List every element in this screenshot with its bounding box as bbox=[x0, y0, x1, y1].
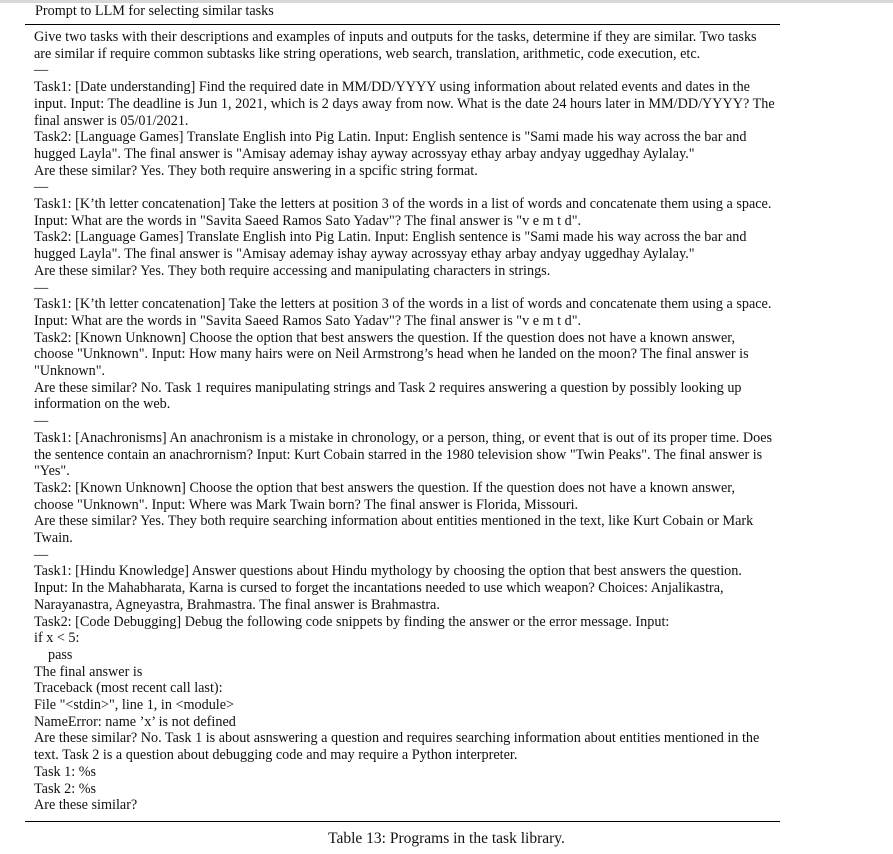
example-1 bbox=[34, 79, 776, 179]
task2-text: Task2: [Code Debugging] Debug the following code snippets by finding the answer or the error message. Input: bbox=[34, 613, 670, 630]
table-header: Prompt to LLM for selecting similar tasks bbox=[25, 3, 780, 25]
traceback-line: NameError: name ’x’ is not defined bbox=[34, 713, 236, 730]
example-4 bbox=[34, 430, 776, 547]
final-answer-label: The final answer is bbox=[34, 663, 143, 680]
example-3 bbox=[34, 296, 776, 413]
code-line: if x < 5: bbox=[34, 630, 80, 647]
table-bottom-rule bbox=[25, 821, 780, 822]
separator: — bbox=[34, 179, 49, 196]
template-task2: Task 2: %s bbox=[34, 780, 97, 797]
similarity-answer: Are these similar? No. Task 1 is about asnswering a question and requires searching information about entities mentioned in the text. Task 2 is a question about debugging code and may require a Python interpreter. bbox=[34, 730, 760, 764]
code-line-indented: pass bbox=[48, 646, 73, 663]
task2-text: Task2: [Known Unknown] Choose the option that best answers the question. If the question does not have a known answer, choose "Unknown". Input: How many hairs were on Neil Armstrong’s head when he landed on the moon? The final answer is "Unknown". bbox=[34, 329, 749, 380]
task1-text: Task1: [K’th letter concatenation] Take the letters at position 3 of the words in a list of words and concatenate them using a space. Input: What are the words in "Savita Saeed Ramos Sato Yadav"? The final answer is "v e m t d". bbox=[34, 196, 772, 229]
separator: — bbox=[34, 279, 49, 296]
separator: — bbox=[34, 413, 49, 430]
similarity-answer: Are these similar? No. Task 1 requires manipulating strings and Task 2 requires answering a question by possibly looking up information on the web. bbox=[34, 379, 742, 413]
similarity-answer: Are these similar? Yes. They both require searching information about entities mentioned in the text, like Kurt Cobain or Mark Twain. bbox=[34, 513, 754, 547]
template-task1: Task 1: %s bbox=[34, 763, 97, 780]
traceback-line: Traceback (most recent call last): bbox=[34, 680, 223, 697]
traceback-line: File "<stdin>", line 1, in <module> bbox=[34, 697, 235, 714]
task1-text: Task1: [Hindu Knowledge] Answer questions about Hindu mythology by choosing the option that best answers the question. Input: In the Mahabharata, Karna is cursed to forget the incantations needed to use which weapon? Choices: Anjalikastra, Narayanastra, Agneyastra, Brahmastra. The final answer is Brahmastra. bbox=[34, 563, 742, 613]
example-2 bbox=[34, 196, 776, 280]
similarity-answer: Are these similar? Yes. They both require accessing and manipulating characters in strings. bbox=[34, 262, 551, 279]
example-5 bbox=[34, 563, 776, 814]
task1-text: Task1: [K’th letter concatenation] Take the letters at position 3 of the words in a list of words and concatenate them using a space. Input: What are the words in "Savita Saeed Ramos Sato Yadav"? The final answer is "v e m t d". bbox=[34, 296, 772, 329]
table-body bbox=[25, 25, 776, 814]
task2-text: Task2: [Language Games] Translate English into Pig Latin. Input: English sentence is "Sami made his way across the bar and hugged Layla". The final answer is "Amisay ademay ishay ayway acrossyay ethay arbay andyay uggedhay Aylalay." bbox=[34, 129, 747, 162]
prompt-table bbox=[25, 3, 780, 822]
similarity-answer: Are these similar? Yes. They both require answering in a spcific string format. bbox=[34, 162, 478, 179]
separator: — bbox=[34, 62, 49, 79]
task2-text: Task2: [Known Unknown] Choose the option that best answers the question. If the question does not have a known answer, choose "Unknown". Input: Where was Mark Twain born? The final answer is Florida, Missouri. bbox=[34, 479, 735, 513]
task2-text: Task2: [Language Games] Translate English into Pig Latin. Input: English sentence is "Sami made his way across the bar and hugged Layla". The final answer is "Amisay ademay ishay ayway acrossyay ethay arbay andyay uggedhay Aylalay." bbox=[34, 229, 747, 263]
task1-text: Task1: [Anachronisms] An anachronism is a mistake in chronology, or a person, thing, or event that is out of its proper time. Does the sentence contain an anachrornism? Input: Kurt Cobain starred in the 1980 television show "Twin Peaks". The final answer is "Yes". bbox=[34, 429, 773, 480]
intro-text: Give two tasks with their descriptions and examples of inputs and outputs for the tasks, determine if they are similar. Two tasks are similar if require common subtasks like string operations, web search, translation, arithmetic, code execution, etc. bbox=[34, 29, 757, 62]
template-question: Are these similar? bbox=[34, 797, 138, 814]
task1-text: Task1: [Date understanding] Find the required date in MM/DD/YYYY using information about related events and dates in the input. Input: The deadline is Jun 1, 2021, which is 2 days away from now. What is the date 24 hours later in MM/DD/YYYY? The final answer is 05/01/2021. bbox=[34, 79, 775, 129]
table-caption: Table 13: Programs in the task library. bbox=[328, 830, 565, 847]
separator: — bbox=[34, 546, 49, 563]
